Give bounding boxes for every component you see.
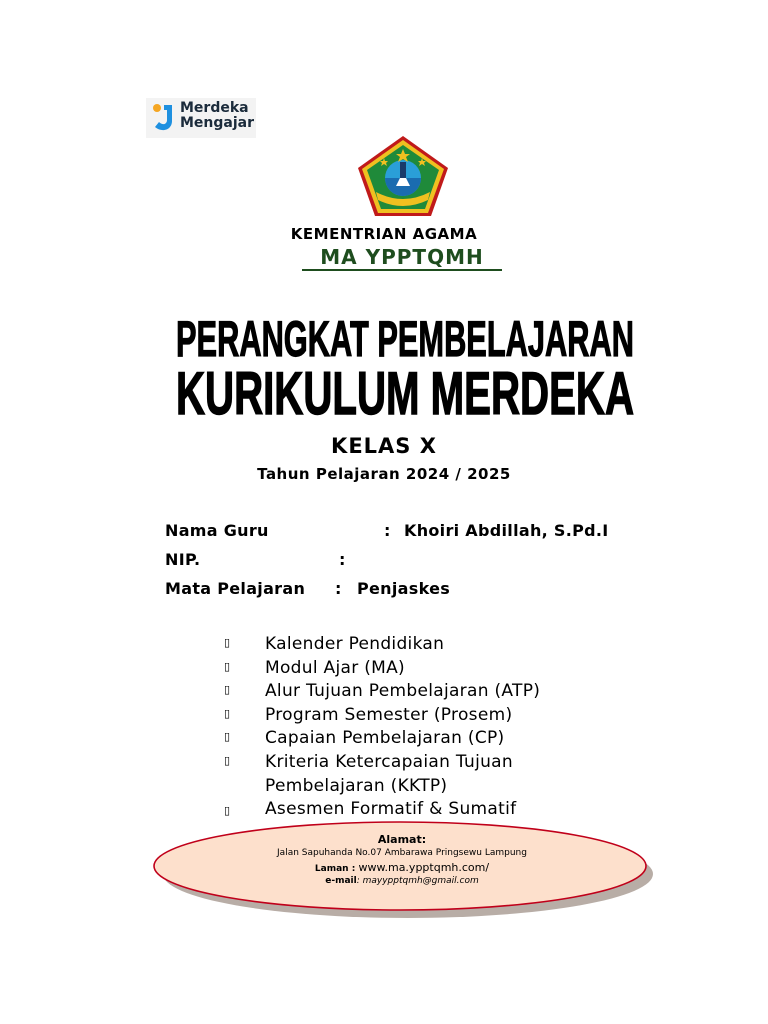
school-emblem-icon	[356, 134, 450, 218]
document-title	[160, 310, 650, 422]
school-name: MA YPPTQMH	[302, 245, 502, 271]
subject-value: Penjaskes	[357, 579, 451, 598]
title-line-1: PERANGKAT PEMBELAJARAN	[176, 311, 634, 367]
ministry-name: KEMENTRIAN AGAMA	[290, 225, 478, 243]
bullet-icon: ▯	[224, 683, 231, 696]
website-label: Laman :	[314, 864, 356, 874]
address-website	[146, 861, 658, 874]
teacher-name-separator: :	[384, 521, 391, 540]
website-value[interactable]: www.ma.ypptqmh.com/	[358, 861, 490, 874]
teacher-name-value: Khoiri Abdillah, S.Pd.I	[404, 521, 609, 540]
address-heading: Alamat:	[377, 833, 427, 846]
subject-label: Mata Pelajaran	[165, 579, 306, 598]
logo-wordmark	[180, 101, 254, 131]
address-street: Jalan Sapuhanda No.07 Ambarawa Pringsewu Lampung	[277, 848, 527, 858]
address-email	[146, 876, 658, 886]
bullet-icon: ▯	[224, 754, 231, 767]
teacher-name-label: Nama Guru	[165, 521, 269, 540]
class-label: KELAS X	[331, 434, 437, 458]
bullet-icon: ▯	[224, 660, 231, 673]
subject-separator: :	[335, 579, 342, 598]
bullet-icon: ▯	[224, 707, 231, 720]
academic-year: Tahun Pelajaran 2024 / 2025	[257, 465, 511, 483]
title-line-2: KURIKULUM MERDEKA	[176, 360, 634, 422]
email-label: e-mail	[325, 876, 357, 886]
bullet-icon: ▯	[224, 804, 231, 817]
merdeka-mengajar-icon	[150, 101, 178, 135]
bullet-icon: ▯	[224, 636, 231, 649]
bullet-icon: ▯	[224, 730, 231, 743]
nip-separator: :	[339, 550, 346, 569]
email-value[interactable]: : mayypptqmh@gmail.com	[356, 876, 479, 886]
logo-line-2: Mengajar	[180, 115, 255, 131]
nip-label: NIP.	[165, 550, 201, 569]
logo-line-1: Merdeka	[180, 100, 249, 116]
merdeka-mengajar-logo	[146, 98, 256, 138]
